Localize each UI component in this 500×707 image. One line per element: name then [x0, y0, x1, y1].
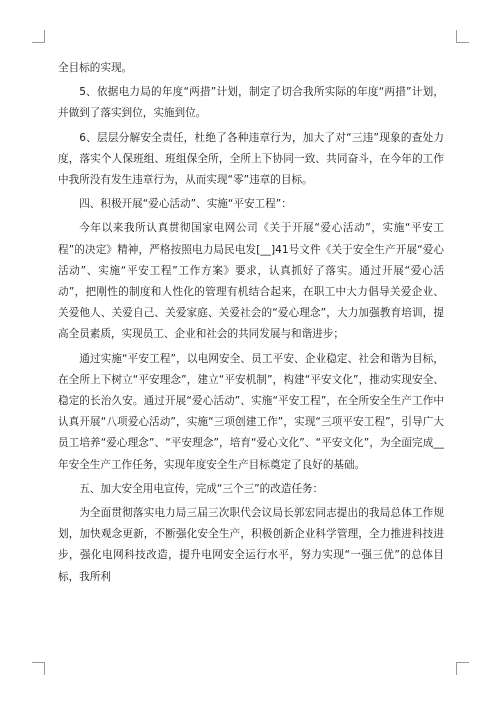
crop-mark-top-right [456, 30, 469, 43]
paragraph-item-6: 6、层层分解安全责任，杜绝了各种违章行为，加大了对“三违”现象的查处力度，落实个人保班组、班组保全所，全所上下协同一致、共同奋斗，在今年的工作中我所没有发生违章行为，从而实现“零”违章的目标。 [58, 131, 444, 187]
section-heading-4: 四、积极开展“爱心活动”、实施“平安工程”： [79, 198, 292, 211]
crop-mark-bottom-right [456, 662, 469, 675]
paragraph-safety-project: 通过实施“平安工程”，以电网安全、员工平安、企业稳定、社会和谐为目标，在全所上下树立“平安理念”，建立“平安机制”，构建“平安文化”，推动实现安全、稳定的长治久安。通过开展“爱心活动”、实施“平安工程”，在全所安全生产工作中认真开展“八项爱心活动”，实施“三项创建工作”，实现“三项平安工程”，引导广大员工培养“爱心理念”、“平安理念”，培育“爱心文化”、“平安文化”，为全面完成__年安全生产工作任务，实现年度安全生产目标奠定了良好的基础。 [58, 352, 444, 471]
document-body [58, 58, 444, 591]
crop-mark-bottom-left [32, 662, 45, 675]
paragraph-overall-plan: 为全面贯彻落实电力局三届三次职代会议局长郭宏同志提出的我局总体工作规划，加快观念更新，不断强化安全生产，积极创新企业科学管理，全力推进科技进步，强化电网科技改造，提升电网安全运行水平，努力实现“一强三优”的总体目标，我所利 [58, 507, 444, 583]
paragraph-item-5: 5、依据电力局的年度“两措”计划，制定了切合我所实际的年度“两措”计划，并做到了落实到位，实施到位。 [58, 86, 444, 120]
crop-mark-top-left [32, 30, 45, 43]
paragraph-love-activity: 今年以来我所认真贯彻国家电网公司《关于开展“爱心活动”，实施“平安工程”的决定》精神，严格按照电力局民电发[__]41号文件《关于安全生产开展“爱心活动”、实施“平安工程”工作方案》要求，认真抓好了落实。通过开展“爱心活动”，把刚性的制度和人性化的管理有机结合起来，在职工中大力倡导关爱企业、关爱他人、关爱自己、关爱家庭、关爱社会的“爱心理念”，大力加强教育培训，提高全员素质，实现员工、企业和社会的共同发展与和谐进步； [58, 222, 444, 341]
section-heading-5: 五、加大安全用电宣传，完成“三个三”的改造任务： [79, 482, 324, 495]
paragraph-goal-realization: 全目标的实现。 [58, 62, 133, 74]
